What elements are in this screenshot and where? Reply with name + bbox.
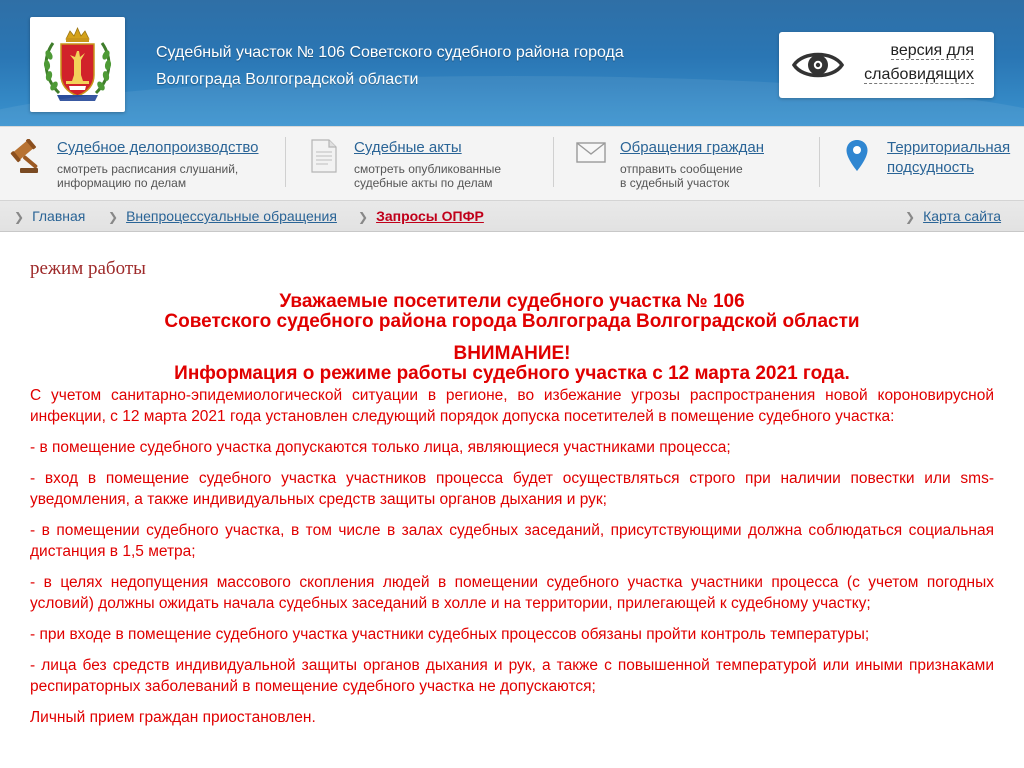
service-title[interactable]	[887, 138, 1010, 178]
breadcrumb-item-appeals	[108, 208, 337, 225]
services-bar	[0, 126, 1024, 200]
notice-paragraph: - лица без средств индивидуальной защиты органов дыхания и рук, а также с повышенной температурой или иными признаками респираторных заболеваний в помещение судебного участка не допускаются;	[30, 657, 994, 695]
service-title[interactable]: Судебные акты	[354, 139, 462, 156]
chevron-right-icon: ❯	[108, 210, 119, 224]
notice-paragraph: - в помещении судебного участка, в том числе в залах судебных заседаний, присутствующими должна соблюдаться социальная дистанция в 1,5 метра;	[30, 522, 994, 560]
accessibility-version-button[interactable]	[779, 32, 994, 98]
chevron-right-icon: ❯	[358, 210, 369, 224]
breadcrumb-item-home	[14, 208, 85, 225]
notice-paragraph: - при входе в помещение судебного участка участники судебных процессов обязаны пройти контроль температуры;	[30, 626, 870, 643]
notice-paragraph: - в помещение судебного участка допускаются только лица, являющиеся участниками процесса;	[30, 439, 731, 456]
breadcrumb-link-current[interactable]: Запросы ОПФР	[376, 208, 484, 224]
map-pin-icon	[845, 139, 869, 173]
accessibility-version-label	[852, 39, 974, 87]
breadcrumb-link-appeals[interactable]: Внепроцессуальные обращения	[126, 208, 337, 224]
envelope-icon	[576, 140, 606, 166]
eye-icon	[792, 46, 844, 84]
notice-heading-line-1: Уважаемые посетители судебного участка № 106	[279, 291, 745, 312]
chevron-right-icon: ❯	[14, 210, 25, 224]
accessibility-label-line-1: версия для	[890, 42, 974, 59]
notice-paragraph: - в целях недопущения массового скопления людей в помещении судебного участка участники процесса (с учетом погодных условий) должны ожидать начала судебных заседаний в холле и на территории, прилегающей к судебному участку;	[30, 574, 994, 612]
notice-heading-line-2: Советского судебного района города Волгограда Волгоградской области	[164, 311, 860, 332]
notice-body	[30, 385, 994, 738]
section-title: режим работы	[30, 258, 146, 279]
site-title[interactable]	[156, 39, 696, 93]
notice-heading	[30, 292, 994, 332]
service-title[interactable]: Судебное делопроизводство	[57, 139, 259, 156]
service-territorial-jurisdiction[interactable]	[845, 127, 1020, 201]
site-header	[0, 0, 1024, 126]
service-description: смотреть расписания слушаний, информацию по делам	[57, 162, 239, 190]
service-title[interactable]: Обращения граждан	[620, 139, 764, 156]
service-description: смотреть опубликованные судебные акты по делам	[354, 162, 502, 190]
site-title-line-1: Судебный участок № 106 Советского судебного района города	[156, 44, 624, 61]
gavel-icon	[10, 139, 46, 175]
service-citizen-appeals[interactable]	[576, 127, 816, 201]
service-divider	[553, 137, 554, 187]
notice-paragraph: - вход в помещение судебного участка участников процесса будет осуществляться строго при наличии повестки или sms-уведомления, а также индивидуальных средств защиты органов дыхания и рук;	[30, 470, 994, 508]
service-title-line-1: Территориальная	[887, 139, 1011, 156]
breadcrumb-item-current	[358, 208, 484, 225]
accessibility-label-line-2: слабовидящих	[864, 66, 974, 83]
emblem-logo[interactable]	[30, 17, 125, 112]
chevron-right-icon: ❯	[905, 210, 916, 224]
sitemap-link[interactable]: Карта сайта	[923, 208, 1002, 224]
attention-label: ВНИМАНИЕ!	[453, 343, 571, 364]
volgograd-region-coat-of-arms-icon	[39, 25, 116, 104]
service-divider	[819, 137, 820, 187]
service-title-line-2: подсудность	[887, 159, 974, 176]
service-court-acts[interactable]	[310, 127, 550, 201]
notice-paragraph: Личный прием граждан приостановлен.	[30, 709, 316, 726]
service-case-management[interactable]	[10, 127, 280, 201]
notice-paragraph: С учетом санитарно-эпидемиологической ситуации в регионе, во избежание угрозы распространения новой короновирусной инфекции, с 12 марта 2021 года установлен следующий порядок допуска посетителей в помещение судебного участка:	[30, 387, 994, 425]
sitemap-item	[905, 208, 1001, 225]
service-divider	[285, 137, 286, 187]
document-icon	[310, 139, 338, 173]
breadcrumb	[0, 200, 1024, 232]
notice-subheading: Информация о режиме работы судебного участка с 12 марта 2021 года.	[174, 363, 850, 384]
attention-block	[30, 344, 994, 384]
service-description: отправить сообщение в судебный участок	[620, 162, 743, 190]
site-title-line-2: Волгограда Волгоградской области	[156, 71, 419, 88]
breadcrumb-link-home[interactable]: Главная	[32, 208, 86, 224]
